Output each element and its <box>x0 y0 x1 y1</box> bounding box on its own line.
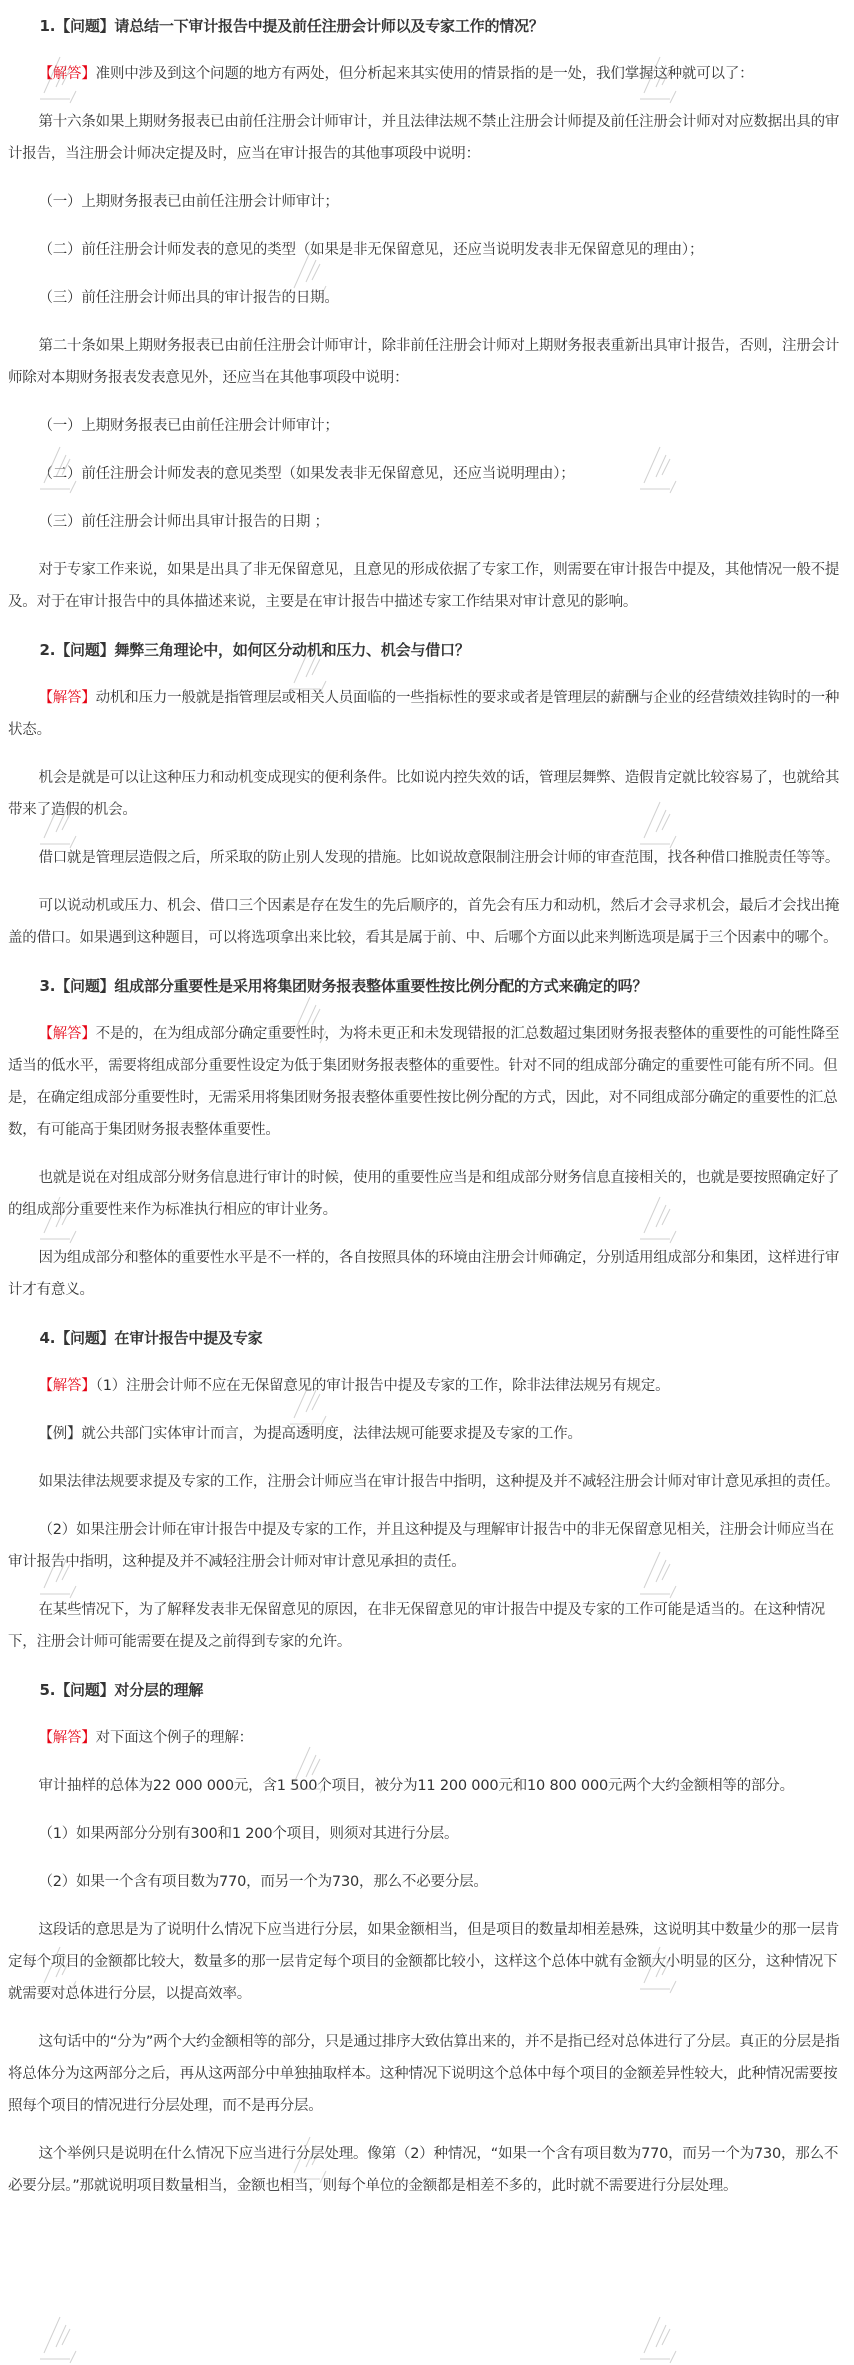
example-paragraph: 【例】就公共部门实体审计而言，为提高透明度，法律法规可能要求提及专家的工作。 <box>38 1426 582 1442</box>
paragraph: 在某些情况下，为了解释发表非无保留意见的原因，在非无保留意见的审计报告中提及专家的工作可能是适当的。在这种情况下，注册会计师可能需要在提及之前得到专家的允许。 <box>8 1602 825 1650</box>
answer-paragraph <box>8 1370 846 1402</box>
question-heading: 3.【问题】组成部分重要性是采用将集团财务报表整体重要性按比例分配的方式来确定的吗？ <box>39 977 648 995</box>
answer-paragraph <box>8 1018 846 1146</box>
answer-label: 【解答】 <box>38 1378 96 1394</box>
answer-paragraph <box>8 1722 846 1754</box>
qa-section-2 <box>8 634 846 954</box>
list-item: （1）如果两部分分别有300和1 200个项目，则须对其进行分层。 <box>38 1826 459 1842</box>
question-heading: 5.【问题】对分层的理解 <box>39 1681 204 1699</box>
paragraph: 可以说动机或压力、机会、借口三个因素是存在发生的先后顺序的，首先会有压力和动机，然后才会寻求机会，最后才会找出掩盖的借口。如果遇到这种题目，可以将选项拿出来比较，看其是属于前、中、后哪个方面以此来判断选项是属于三个因素中的哪个。 <box>8 898 840 946</box>
paragraph: 这句话中的“分为”两个大约金额相等的部分，只是通过排序大致估算出来的，并不是指已经对总体进行了分层。真正的分层是指将总体分为这两部分之后，再从这两部分中单独抽取样本。这种情况下说明这个总体中每个项目的金额差异性较大，此种情况需要按照每个项目的情况进行分层处理，而不是再分层。 <box>8 2034 840 2114</box>
paragraph: 对于专家工作来说，如果是出具了非无保留意见，且意见的形成依据了专家工作，则需要在审计报告中提及，其他情况一般不提及。对于在审计报告中的具体描述来说，主要是在审计报告中描述专家工作结果对审计意见的影响。 <box>8 562 840 610</box>
list-item: （二）前任注册会计师发表的意见类型（如果发表非无保留意见，还应当说明理由）； <box>38 466 575 482</box>
qa-section-5 <box>8 1674 846 2202</box>
list-item: （一）上期财务报表已由前任注册会计师审计； <box>38 418 339 434</box>
question-heading: 4.【问题】在审计报告中提及专家 <box>39 1329 263 1347</box>
paragraph-text: 不是的，在为组成部分确定重要性时，为将未更正和未发现错报的汇总数超过集团财务报表整体的重要性的可能性降至适当的低水平，需要将组成部分重要性设定为低于集团财务报表整体的重要性。针对不同的组成部分确定的重要性可能有所不同。但是，在确定组成部分重要性时，无需采用将集团财务报表整体重要性按比例分配的方式，因此，对不同组成部分确定的重要性的汇总数，有可能高于集团财务报表整体重要性。 <box>8 1026 840 1138</box>
list-item: （2）如果一个含有项目数为770，而另一个为730，那么不必要分层。 <box>38 1874 488 1890</box>
paragraph: 第十六条如果上期财务报表已由前任注册会计师审计，并且法律法规不禁止注册会计师提及前任注册会计师对对应数据出具的审计报告，当注册会计师决定提及时，应当在审计报告的其他事项段中说明： <box>8 114 840 162</box>
list-item: （二）前任注册会计师发表的意见的类型（如果是非无保留意见，还应当说明发表非无保留意见的理由）； <box>38 242 704 258</box>
paragraph-text: 准则中涉及到这个问题的地方有两处，但分析起来其实使用的情景指的是一处，我们掌握这种就可以了： <box>95 66 754 82</box>
list-item: （三）前任注册会计师出具审计报告的日期 ； <box>38 514 329 530</box>
qa-section-4 <box>8 1322 846 1658</box>
paragraph: （2）如果注册会计师在审计报告中提及专家的工作，并且这种提及与理解审计报告中的非无保留意见相关，注册会计师应当在审计报告中指明，这种提及并不减轻注册会计师对审计意见承担的责任。 <box>8 1522 834 1570</box>
qa-section-3 <box>8 970 846 1306</box>
paragraph: 第二十条如果上期财务报表已由前任注册会计师审计，除非前任注册会计师对上期财务报表重新出具审计报告，否则，注册会计师除对本期财务报表发表意见外，还应当在其他事项段中说明： <box>8 338 840 386</box>
paragraph: 借口就是管理层造假之后，所采取的防止别人发现的措施。比如说故意限制注册会计师的审查范围，找各种借口推脱责任等等。 <box>38 850 840 866</box>
paragraph-text: 动机和压力一般就是指管理层或相关人员面临的一些指标性的要求或者是管理层的薪酬与企业的经营绩效挂钩时的一种状态。 <box>8 690 840 738</box>
answer-label: 【解答】 <box>38 690 96 706</box>
question-heading: 2.【问题】舞弊三角理论中，如何区分动机和压力、机会与借口？ <box>39 641 470 659</box>
qa-section-1 <box>8 10 846 618</box>
answer-label: 【解答】 <box>38 66 96 82</box>
paragraph: 这个举例只是说明在什么情况下应当进行分层处理。像第（2）种情况，“如果一个含有项目数为770，而另一个为730，那么不必要分层。”那就说明项目数量相当，金额也相当，则每个单位的金额都是相差不多的，此时就不需要进行分层处理。 <box>8 2146 839 2194</box>
paragraph: 也就是说在对组成部分财务信息进行审计的时候，使用的重要性应当是和组成部分财务信息直接相关的，也就是要按照确定好了的组成部分重要性来作为标准执行相应的审计业务。 <box>8 1170 840 1218</box>
answer-paragraph <box>8 58 846 90</box>
paragraph-text: （1）注册会计师不应在无保留意见的审计报告中提及专家的工作，除非法律法规另有规定。 <box>95 1378 670 1394</box>
paragraph: 机会是就是可以让这种压力和动机变成现实的便利条件。比如说内控失效的话，管理层舞弊、造假肯定就比较容易了，也就给其带来了造假的机会。 <box>8 770 840 818</box>
paragraph: 这段话的意思是为了说明什么情况下应当进行分层，如果金额相当，但是项目的数量却相差悬殊，这说明其中数量少的那一层肯定每个项目的金额都比较大，数量多的那一层肯定每个项目的金额都比较小，这样这个总体中就有金额大小明显的区分，这种情况下就需要对总体进行分层，以提高效率。 <box>8 1922 840 2002</box>
answer-label: 【解答】 <box>38 1730 96 1746</box>
paragraph: 审计抽样的总体为22 000 000元，含1 500个项目，被分为11 200 000元和10 800 000元两个大约金额相等的部分。 <box>38 1778 794 1794</box>
answer-label: 【解答】 <box>38 1026 96 1042</box>
paragraph: 如果法律法规要求提及专家的工作，注册会计师应当在审计报告中指明，这种提及并不减轻注册会计师对审计意见承担的责任。 <box>38 1474 840 1490</box>
paragraph-text: 对下面这个例子的理解： <box>95 1730 253 1746</box>
paragraph: 因为组成部分和整体的重要性水平是不一样的，各自按照具体的环境由注册会计师确定，分别适用组成部分和集团，这样进行审计才有意义。 <box>8 1250 840 1298</box>
list-item: （一）上期财务报表已由前任注册会计师审计； <box>38 194 339 210</box>
watermark-mark-icon <box>640 2315 680 2365</box>
watermark-mark-icon <box>40 2315 80 2365</box>
list-item: （三）前任注册会计师出具的审计报告的日期。 <box>38 290 339 306</box>
answer-paragraph <box>8 682 846 746</box>
question-heading: 1.【问题】请总结一下审计报告中提及前任注册会计师以及专家工作的情况？ <box>39 17 544 35</box>
